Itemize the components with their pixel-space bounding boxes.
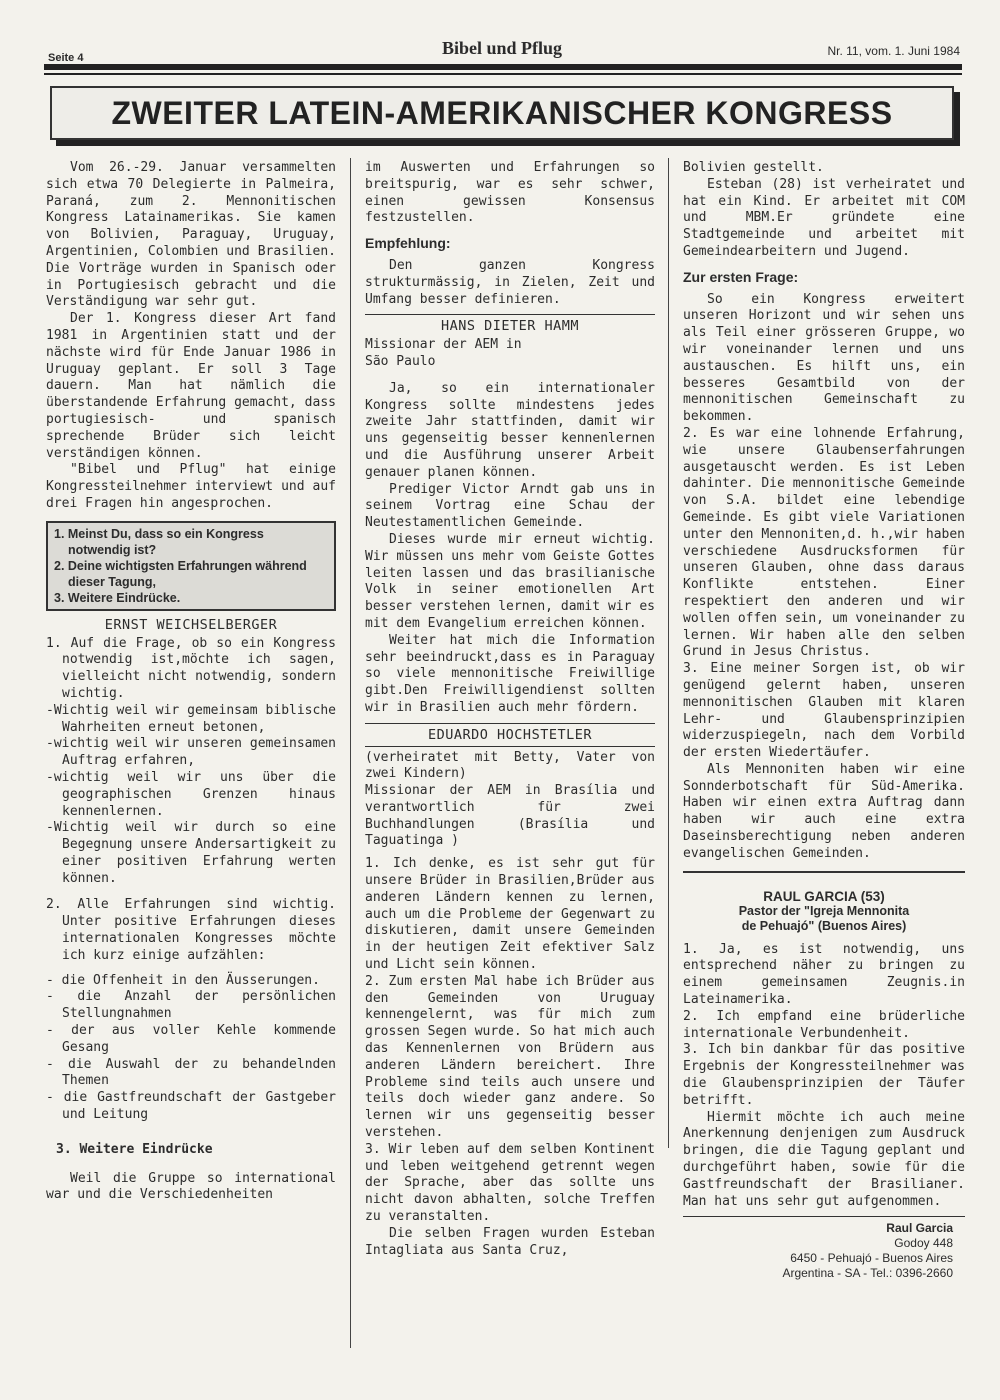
column-3	[683, 160, 965, 1281]
address-line: Argentina - SA - Tel.: 0396-2660	[782, 1266, 953, 1281]
page-number: Seite 4	[48, 52, 84, 64]
answer-3: 3. Ich bin dankbar für das positive Ergebnis der Kongressteilnehmer was die Glaubensprinzipien der Täufer betrifft.	[683, 1042, 965, 1108]
paragraph: Die selben Fragen wurden Esteban Intagliata aus Santa Cruz,	[365, 1225, 655, 1258]
first-question-heading: Zur ersten Frage:	[683, 268, 799, 285]
intro-paragraph-1: Vom 26.-29. Januar versammelten sich etwa 70 Delegierte in Palmeira, Paraná, zum 2. Mennonitischen Kongress Latainamerikas. Sie kamen von Bolivien, Paraguay, Uruguay, Argentinien, Colombien und Brasilien. Die Vorträge wurden in Spanisch oder in Portugiesisch gebracht und die Verständigung war sehr gut.	[46, 160, 336, 310]
paragraph: Dieses wurde mir erneut wichtig. Wir müssen uns mehr vom Geiste Gottes leiten lassen und das brasilianische Volk in seiner emotionellen Art besser verstehen lernen, damit wir es mit dem Evangelium erreichen können.	[365, 531, 655, 631]
column-2	[365, 160, 655, 1259]
answer-1: So ein Kongress erweitert unseren Horizont und wir sehen uns als Teil einer grösseren Gruppe, wo wir voneinander lernen und uns austauschen. Es hilft uns, ein besseres Gesamtbild von der mennonitischen Gemeinschaft zu bekommen.	[683, 291, 965, 425]
bullet-item: -Wichtig weil wir gemeinsam biblische Wahrheiten erneut betonen,	[46, 702, 336, 735]
article-title-box	[50, 86, 954, 140]
interviewee-name: HANS DIETER HAMM	[440, 318, 580, 335]
paragraph: Ja, so ein internationaler Kongress sollte mindestens jedes zweite Jahr stattfinden, damit wir uns gegenseitig besser kennenlernen und die Ausführung unserer Arbeit genauer planen können.	[365, 380, 655, 480]
answer-3: 3. Eine meiner Sorgen ist, ob wir genügend gelernt haben, unseren mennonitischen Glauben mit klaren Lehr- und Glaubensprinzipien widerzuspiegeln, nach dem Vorbild der ersten Wiedertäufer.	[683, 661, 965, 761]
bullet-item: -Wichtig weil wir durch so eine Begegnung unsere Andersartigkeit zu einer positiven Erfahrung werten können.	[46, 820, 336, 886]
answer-2: 2. Alle Erfahrungen sind wichtig. Unter positive Erfahrungen dieses internationalen Kongresses möchte ich kurz einige aufzählen:	[46, 897, 336, 963]
list-item: - die Anzahl der persönlichen Stellungnahmen	[46, 989, 336, 1022]
interviewee-info: (verheiratet mit Betty, Vater von zwei Kindern)	[365, 749, 655, 782]
recommendation-text: Den ganzen Kongress strukturmässig, in Zielen, Zeit und Umfang besser definieren.	[365, 257, 655, 307]
answer-1: 1. Ja, es ist notwendig, uns entsprechend näher zu bringen zu einem gemeinsamen Zeugnis.in Lateinamerika.	[683, 941, 965, 1008]
bullet-item: -wichtig weil wir unseren gemeinsamen Auftrag erfahren,	[46, 736, 336, 769]
header-rule-thick	[44, 64, 962, 70]
interviewee-name: ERNST WEICHSELBERGER	[104, 616, 278, 633]
paragraph: im Auswerten und Erfahrungen so breitspurig, war es sehr schwer, einen gewissen Konsensus festzustellen.	[365, 160, 655, 226]
paragraph: Prediger Victor Arndt gab uns in seinem Vortrag eine Schau der Neutestamentlichen Gemeinde.	[365, 481, 655, 531]
answer-2: 2. Zum ersten Mal habe ich Brüder aus den Gemeinden von Uruguay kennengelernt, was für mich zum grossen Segen wurde. So hat mich auch das Kennenlernen von Brüdern aus anderen Ländern bereichert. Ihre Probleme sind teils auch unsere und teils doch wieder ganz andere. So lernen wir uns gegenseitig besser verstehen.	[365, 973, 655, 1141]
answer-2: 2. Es war eine lohnende Erfahrung, wie unsere Glaubenserfahrungen ausgetauscht werden. Es ist Leben dahinter. Die mennonitische Gemeinde von S.A. bildet eine lebendige Gemeinde. Es gibt viele Variationen unter den Mennoniten,d. h.,wir haben verschiedene Ausdrucksformen für unseren Glauben, ohne dass daraus Konflikte entstehen. Einer respektiert den anderen und wir wollen offen sein, um voneinander zu lernen. Wir haben alle den selben Grund in Jesus Christus.	[683, 425, 965, 660]
list-item: - der aus voller Kehle kommende Gesang	[46, 1023, 336, 1055]
interviewee-role: Missionar der AEM in	[365, 337, 522, 353]
column-divider-1	[350, 158, 351, 1348]
list-item: - die Gastfreundschaft der Gastgeber und Leitung	[46, 1090, 336, 1123]
answer-2: 2. Ich empfand eine brüderliche internationale Verbundenheit.	[683, 1008, 965, 1041]
header-rule-thin	[44, 73, 962, 75]
question-item: 1. Meinst Du, dass so ein Kongress notwendig ist?	[54, 526, 264, 557]
list-item: - die Auswahl der zu behandelnden Themen	[46, 1056, 336, 1089]
interviewee-location: de Pehuajó" (Buenos Aires)	[741, 918, 907, 933]
bullet-item: -wichtig weil wir uns über die geographischen Grenzen hinaus kennenlernen.	[46, 769, 336, 819]
address-block	[683, 1216, 965, 1281]
section-3-text: Weil die Gruppe so international war und die Verschiedenheiten	[46, 1170, 336, 1203]
page-header	[44, 38, 960, 64]
paragraph: Esteban (28) ist verheiratet und hat ein Kind. Er arbeitet mit COM und MBM.Er gründete eine Stadtgemeinde und arbeitet mit Gemeindearbeitern und Jugend.	[683, 176, 965, 259]
question-item: 2. Deine wichtigsten Erfahrungen während dieser Tagung,	[54, 558, 307, 589]
paragraph: Bolivien gestellt.	[683, 160, 824, 175]
column-1	[46, 160, 336, 1204]
recommendation-heading: Empfehlung:	[365, 235, 451, 252]
questions-box	[46, 521, 336, 611]
address-line: Godoy 448	[894, 1236, 953, 1251]
intro-paragraph-2: Der 1. Kongress dieser Art fand 1981 in Argentinien statt und der nächste wird für Ende Januar 1986 in Uruguay geplant. Er soll 3 Tage dauern. Man hat nämlich die überstandende Erfahrung gemacht, dass portugiesisch- und spanisch sprechende Brüder sich leicht verständigen können.	[46, 311, 336, 461]
answer-1: 1. Auf die Frage, ob so ein Kongress notwendig ist,möchte ich sagen, vielleicht nicht notwendig, sondern wichtig.	[46, 635, 336, 701]
separator-rule	[365, 746, 655, 747]
publication-name: Bibel und Pflug	[441, 38, 563, 58]
answer-1: 1. Ich denke, es ist sehr gut für unsere Brüder in Brasilien,Brüder aus anderen Ländern kennen zu lernen, auch um die Probleme der Gegenwart zu diskutieren, damit unsere Gemeinden in der heutigen Zeit efektiver Salz und Licht sein können.	[365, 856, 655, 973]
raul-section	[683, 871, 965, 1282]
address-name: Raul Garcia	[886, 1221, 953, 1236]
address-line: 6450 - Pehuajó - Buenos Aires	[790, 1251, 953, 1266]
separator-rule	[365, 723, 655, 724]
interviewee-role: Pastor der "Igreja Mennonita	[738, 903, 910, 918]
separator-rule	[365, 314, 655, 315]
question-item: 3. Weitere Eindrücke.	[54, 590, 181, 605]
article-title: ZWEITER LATEIN-AMERIKANISCHER KONGRESS	[111, 94, 893, 131]
interviewee-role: Missionar der AEM in Brasília und verantwortlich für zwei Buchhandlungen (Brasília und Taguatinga )	[365, 783, 655, 849]
interviewee-location: São Paulo	[365, 353, 436, 369]
paragraph: Hiermit möchte ich auch meine Anerkennung denjenigen zum Ausdruck bringen, die die Tagung geplant und durchgeführt haben, sowie für die Gastfreundschaft der Brasilianer. Man hat uns sehr gut aufgenommen.	[683, 1109, 965, 1209]
interviewee-name: RAUL GARCIA (53)	[763, 888, 885, 904]
column-divider-2	[668, 158, 669, 1148]
paragraph: Weiter hat mich die Information sehr beeindruckt,dass es in Paraguay so viele mennonitische Freiwillige gibt.Den Freiwilligendienst sollten wir in Brasilien auch mehr fördern.	[365, 632, 655, 715]
section-3-heading: 3. Weitere Eindrücke	[56, 1141, 213, 1157]
paragraph: Als Mennoniten haben wir eine Sonnderbotschaft für Süd-Amerika. Haben wir einen extra Auftrag dann haben wir auch eine extra Daseinsberechtigung neben anderen evangelischen Gemeinden.	[683, 761, 965, 861]
answer-3: 3. Wir leben auf dem selben Kontinent und leben weitgehend getrennt wegen der Sprache, aber das sollte uns nicht davon abhalten, solche Treffen zu veranstalten.	[365, 1141, 655, 1225]
list-item: - die Offenheit in den Äusserungen.	[46, 972, 320, 988]
interviewee-name: EDUARDO HOCHSTETLER	[428, 726, 592, 743]
issue-info: Nr. 11, vom. 1. Juni 1984	[827, 44, 960, 58]
intro-paragraph-3: "Bibel und Pflug" hat einige Kongressteilnehmer interviewt und auf drei Fragen hin angesprochen.	[46, 462, 336, 511]
